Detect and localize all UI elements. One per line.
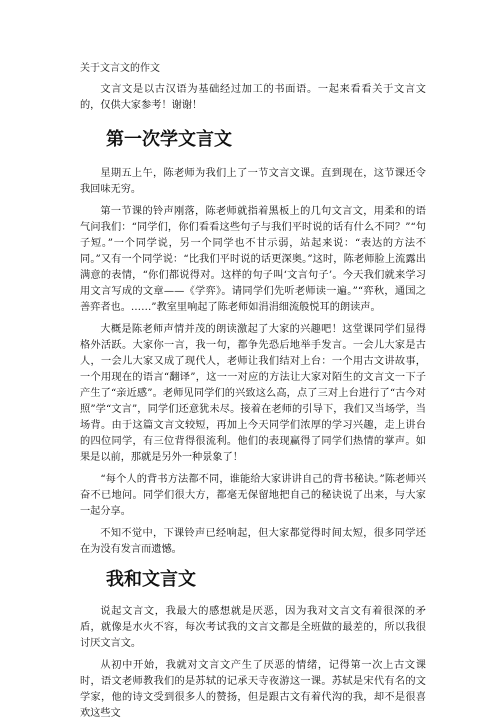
section-heading-first-lesson: 第一次学文言文 <box>106 129 232 150</box>
section-heading-me-and-classical-chinese: 我和文言文 <box>106 569 196 590</box>
paragraph: 大概是陈老师声情并茂的朗读激起了大家的兴趣吧！这堂课同学们显得格外活跃。大家你一言，我一句，都争先恐后地举手发言。一会儿大家是古人，一会儿大家又成了现代人，老师让我们结对上台：一个用古文讲故事，一个用现在的语言“翻译”，这一一对应的方法让大家对陌生的文言文一下子产生了“亲近感”。老师见同学们的兴致这么高，点了三对上台进行了“古今对照”学“文言”，同学们还意犹未尽。接着在老师的引导下，我们又当场学，当场背。由于这篇文言文较短，再加上今天同学们浓厚的学习兴趣，走上讲台的四位同学，有三位背得很流利。他们的表现赢得了同学们热情的掌声。如果是以前，那就是另外一种景象了！ <box>80 324 426 463</box>
intro-paragraph: 文言文是以古汉语为基础经过加工的书面语。一起来看看关于文言文的，仅供大家参考！谢谢！ <box>80 84 426 111</box>
document-title: 关于文言文的作文 <box>80 63 160 74</box>
paragraph: 星期五上午，陈老师为我们上了一节文言文课。直到现在，这节课还令我回味无穷。 <box>80 168 426 195</box>
paragraph: 第一节课的铃声刚落，陈老师就指着黑板上的几句文言文，用柔和的语气问我们：“同学们，你们看看这些句子与我们平时说的话有什么不同？”“句子短。”一个同学说，另一个同学也不甘示弱，站起来说：“表达的方法不同。”又有一个同学说：“比我们平时说的话更深奥。”这时，陈老师脸上流露出满意的表情，“你们都说得对。这样的句子叫‘文言句子’。今天我们就来学习用文言写成的文章——《学弈》。请同学们先听老师读一遍。”“弈秋，通国之善弈者也。……”教室里响起了陈老师如涓涓细流般悦耳的朗读声。 <box>80 206 426 313</box>
paragraph: 说起文言文，我最大的感想就是厌恶，因为我对文言文有着很深的矛盾，就像是水火不容，每次考试我的文言文都是全班做的最差的，所以我很讨厌文言文。 <box>80 606 426 649</box>
paragraph: 不知不觉中，下课铃声已经响起，但大家都觉得时间太短，很多同学还在为没有发言而遗憾。 <box>80 528 426 555</box>
paragraph: “每个人的背书方法都不同，谁能给大家讲讲自己的背书秘诀。”陈老师兴奋不已地问。同学们很大方，都毫无保留地把自己的秘诀说了出来，与大家一起分享。 <box>80 474 426 517</box>
document-body <box>80 62 426 728</box>
paragraph: 从初中开始，我就对文言文产生了厌恶的情绪，记得第一次上古文课时，语文老师教我们的是苏轼的记承天寺夜游这一课。苏轼是宋代有名的文学家，他的诗文受到很多人的赞扬，但是跟古文有着代沟的我，却不是很喜欢这些文 <box>80 660 426 719</box>
